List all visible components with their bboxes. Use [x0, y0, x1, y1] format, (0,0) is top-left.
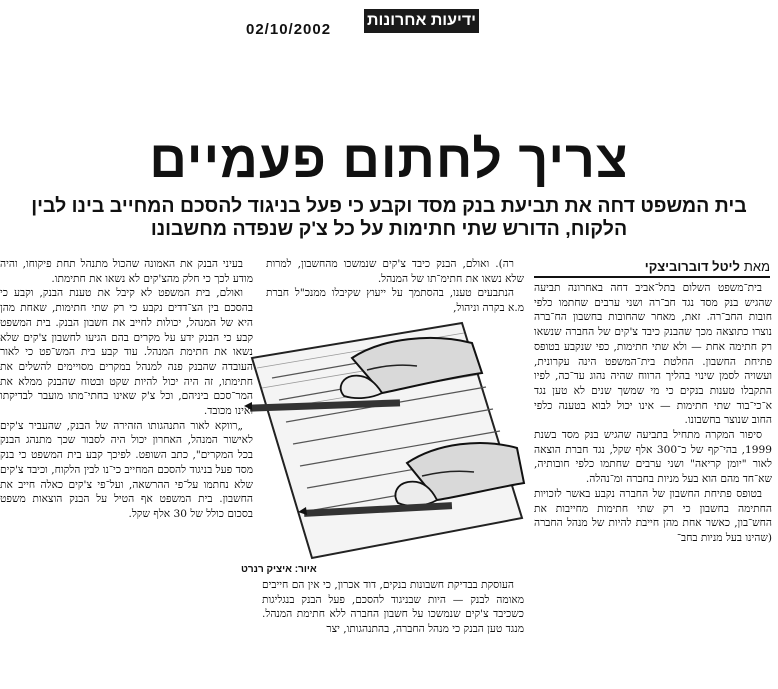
paragraph: ואולם, בית המשפט לא קיבל את טענת הבנק, וקבע כי בהסכם בין הצ־דדים נקבע כי רק שתי חתימות, שאחת מהן היא של המנהל, יכולות לחייב את חשבון הבנק. בית המשפט קבע כי הבנק ידע על מקרים בהם הגיעו לחשבון צ'קים שלא נשאו את חתימת המנהל. עוד קבע בית המש־פט כי לאור העובדה שהבנק פנה למנהל במקרים מסויימים להשלים את חתימתו, זה היה יכול להיות שקט ובטוח שהבנק ממלא את המר־סכם ביניהם, וכל צ'ק שאינו בחתי־מתו מועבר לבדיקתו ואינו מכובד. — [0, 287, 253, 418]
article-column-middle-bottom — [262, 578, 524, 683]
paragraph: העוסקת בבדיקת חשבונות בנקים, דוד אכרון, כי אין הם חייבים מאומה לבנק — היות שבניגוד להסכם, פעל הבנק בנגליגות כשכיבד צ'קים שנמשכו על חשבון החברה ללא חתימת המנהל. מנגד טען הבנק כי מנהל החברה, בהתנהגותו, יצר — [262, 579, 524, 636]
article-column-right — [534, 281, 772, 683]
newspaper-logo: ידיעות אחרונות — [364, 9, 479, 33]
paragraph: סיפור המקרה מתחיל בתביעה שהגיש בנק מסד בשנת 1999, בהי־קף של כ־300 אלף שקל, נגד חברת הוצאה לאור "יומן קריאה" ושני ערבים שחתמו כלפי חובותיה, שא־חד מהם הוא בעל מניות בחברה ומ־נהלה. — [534, 429, 772, 486]
hands-signing-illustration — [232, 318, 528, 561]
article-column-middle-top — [266, 257, 524, 313]
paragraph: בטופס פתיחת החשבון של החברה נקבע באשר לזכויות החתימה בחשבון כי רק שתי חתימות מחייבות את החש־בון, כאשר אחת מהן חייבת להיות של מנהל החברה (שהינו בעל מניות בחב־ — [534, 487, 772, 544]
article-column-left — [0, 257, 253, 683]
byline-label: מאת — [743, 259, 770, 274]
byline-author: ליטל דוברוביצקי — [644, 259, 740, 274]
paragraph: „רווקא לאור התנהגותו הזהירה של הבנק, שהעביר צ'קים לאישור המנהל, האחרון יכול היה לסבור שכך מתנהג הבנק בכל המקרים", כתב השופט. לפיכך קבע בית המשפט כי בנק מסד פעל בניגוד להסכם המחייב כי־נו לבין הלקוח, וכיבד צ'קים שלא נחתמו על־פי ההרשאה, ועל־פי צ'קים כאלה חייב את החשבון. בית המשפט אף הטיל על הבנק הוצאות משפט בסכום כולל של 30 אלף שקל. — [0, 419, 253, 520]
illustration-credit: איור: איציק רנרט — [241, 564, 317, 575]
paragraph: בית־משפט השלום בתל־אביב דחה באחרונה תביעה שהגיש בנק מסד נגד חב־רה ושני ערבים שחתמו כלפי חובות החב־רה. זאת, מאחר שהחובות בחשבון הח־ברה נוצרו כתוצאה מכך שהבנק כיבד צ'קים של החברה שנשאו רק חתימה אחת — ולא שתי חתימות, כפי שנקבע בטופס פתיחת החשבון. החלטת בית־המשפט הינה עקרונית, ועשויה לסמן שינוי בהליך הרווח שהיה נהוג עד־כה, לפיו התקבלו טענות בנקים כי מי שמשך שנים לא טען נגד א־כי־בוד שתי חתימות — אינו יכול לבוא בטענה כלפי החוב שנוצר בחשבונו. — [534, 282, 772, 427]
paragraph: בעיני הבנק את האמונה שהכול מתנהל תחת פיקוחו, והיה מודע לכך כי חלק מהצ'קים לא נשאו את חתימתו. — [0, 258, 253, 285]
paragraph: רה). ואולם, הבנק כיבד צ'קים שנמשכו מהחשבון, למרות שלא נשאו את חתימ־תו של המנהל. — [266, 258, 524, 285]
byline — [534, 259, 770, 278]
paragraph: הנתבעים טענו, בהסתמך על ייעוץ שקיבלו ממנכ"ל חברת מ.א בקרה וניהול, — [266, 287, 524, 313]
headline: צריך לחתום פעמיים — [149, 131, 629, 189]
publication-date: 02/10/2002 — [246, 21, 332, 38]
subheadline: בית המשפט דחה את תביעת בנק מסד וקבע כי פעל בניגוד להסכם המחייב בינו לבין הלקוח, הדורש שתי חתימות על כל צ'ק שנפדה מחשבונו — [31, 195, 747, 240]
